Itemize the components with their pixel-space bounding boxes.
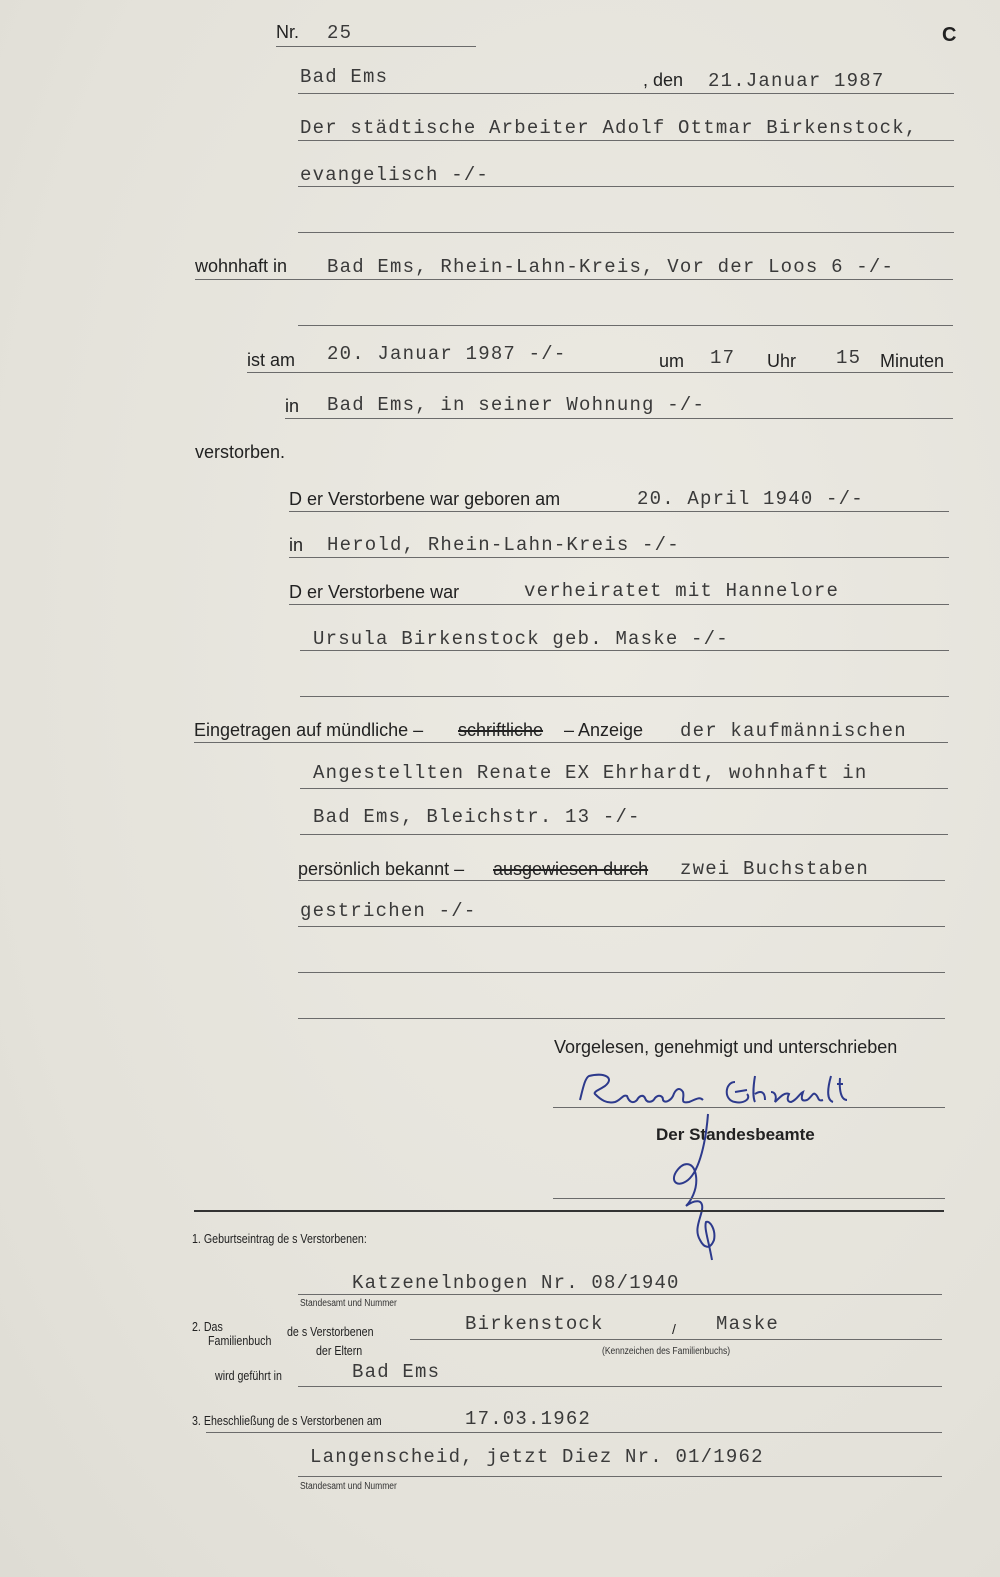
footer-2-familienbuch: Familienbuch: [208, 1333, 272, 1348]
rule: [289, 511, 949, 512]
rule: [298, 325, 953, 326]
marital-label: D er Verstorbene war: [289, 582, 460, 602]
registrar-label: Der Standesbeamte: [656, 1125, 815, 1144]
read-approved-label: Vorgelesen, genehmigt und unterschrieben: [554, 1037, 898, 1057]
footer-3-office: Langenscheid, jetzt Diez Nr. 01/1962: [310, 1446, 764, 1468]
rule: [298, 880, 945, 881]
footer-3-caption: Standesamt und Nummer: [300, 1481, 397, 1492]
deceased-line-1: Der städtische Arbeiter Adolf Ottmar Birkenstock,: [300, 117, 918, 139]
rule: [289, 604, 949, 605]
date-value: 21.Januar 1987: [708, 70, 885, 92]
footer-1-value: Katzenelnbogen Nr. 08/1940: [352, 1272, 680, 1294]
rule: [410, 1339, 942, 1340]
birth-place: Herold, Rhein-Lahn-Kreis -/-: [327, 534, 680, 556]
death-place-label: in: [285, 396, 300, 416]
rule: [553, 1107, 945, 1108]
footer-3-label: 3. Eheschließung de s Verstorbenen am: [192, 1413, 382, 1428]
birth-date: 20. April 1940 -/-: [637, 488, 864, 510]
marital-value-2: Ursula Birkenstock geb. Maske -/-: [313, 628, 729, 650]
informant-line-2: Angestellten Renate EX Ehrhardt, wohnhaft in: [313, 762, 868, 784]
footer-2-des: de s Verstorbenen: [287, 1324, 374, 1339]
rule: [298, 1476, 942, 1477]
footer-1-label: 1. Geburtseintrag de s Verstorbenen:: [192, 1231, 367, 1246]
death-date-label: ist am: [247, 350, 296, 370]
rule: [298, 1294, 942, 1295]
footer-2-slash: /: [672, 1321, 676, 1337]
deceased-religion: evangelisch -/-: [300, 164, 490, 186]
rule: [300, 788, 948, 789]
rule: [298, 1018, 945, 1019]
birth-place-label: in: [289, 535, 304, 555]
death-date-value: 20. Januar 1987 -/-: [327, 343, 567, 365]
rule: [289, 557, 949, 558]
rule: [195, 279, 953, 280]
footer-3-date: 17.03.1962: [465, 1408, 592, 1430]
rule: [298, 1386, 942, 1387]
marital-value-1: verheiratet mit Hannelore: [524, 580, 840, 602]
rule: [247, 372, 953, 373]
den-label: , den: [643, 70, 684, 90]
identification-note-1: zwei Buchstaben: [680, 858, 870, 880]
uhr-label: Uhr: [767, 351, 797, 371]
place-value: Bad Ems: [300, 66, 389, 88]
rule: [300, 834, 948, 835]
death-hour: 17: [710, 347, 736, 369]
informant-line-1: der kaufmännischen: [680, 720, 907, 742]
footer-2-caption: (Kennzeichen des Familienbuchs): [602, 1346, 731, 1357]
rule: [298, 140, 954, 141]
birth-label: D er Verstorbene war geboren am: [289, 489, 561, 509]
minuten-label: Minuten: [880, 351, 945, 371]
informant-signature: [575, 1070, 895, 1115]
residence-value: Bad Ems, Rhein-Lahn-Kreis, Vor der Loos 6 -/-: [327, 256, 895, 278]
form-letter: C: [942, 24, 957, 46]
footer-2-name-1: Birkenstock: [465, 1313, 604, 1335]
footer-2-name-2: Maske: [716, 1313, 780, 1335]
informant-address: Bad Ems, Bleichstr. 13 -/-: [313, 806, 641, 828]
rule: [298, 926, 945, 927]
footer-2-number: 2. Das: [192, 1319, 223, 1334]
verstorben-label: verstorben.: [195, 442, 286, 462]
registration-label-2: – Anzeige: [564, 720, 644, 740]
residence-label: wohnhaft in: [195, 256, 288, 276]
rule: [206, 1432, 942, 1433]
footer-2-eltern: der Eltern: [316, 1343, 363, 1358]
rule: [300, 650, 949, 651]
footer-2-kept-value: Bad Ems: [352, 1361, 441, 1383]
identification-note-2: gestrichen -/-: [300, 900, 477, 922]
footer-1-caption: Standesamt und Nummer: [300, 1298, 397, 1309]
registrar-signature: [660, 1110, 740, 1270]
nr-value: 25: [327, 22, 353, 44]
identification-struck: ausgewiesen durch: [493, 859, 649, 879]
um-label: um: [659, 351, 685, 371]
rule: [298, 232, 954, 233]
rule: [553, 1198, 945, 1199]
section-separator: [194, 1210, 944, 1212]
date-line: [298, 93, 954, 94]
nr-label: Nr.: [276, 22, 300, 42]
rule: [285, 418, 953, 419]
rule: [194, 742, 948, 743]
rule: [298, 972, 945, 973]
death-place-value: Bad Ems, in seiner Wohnung -/-: [327, 394, 706, 416]
registration-struck: schriftliche: [458, 720, 544, 740]
rule: [298, 186, 954, 187]
death-minutes: 15: [836, 347, 862, 369]
identification-label: persönlich bekannt –: [298, 859, 465, 879]
nr-line: [276, 46, 476, 47]
rule: [300, 696, 949, 697]
footer-2-wird-label: wird geführt in: [215, 1368, 282, 1383]
registration-label-1: Eingetragen auf mündliche –: [194, 720, 424, 740]
